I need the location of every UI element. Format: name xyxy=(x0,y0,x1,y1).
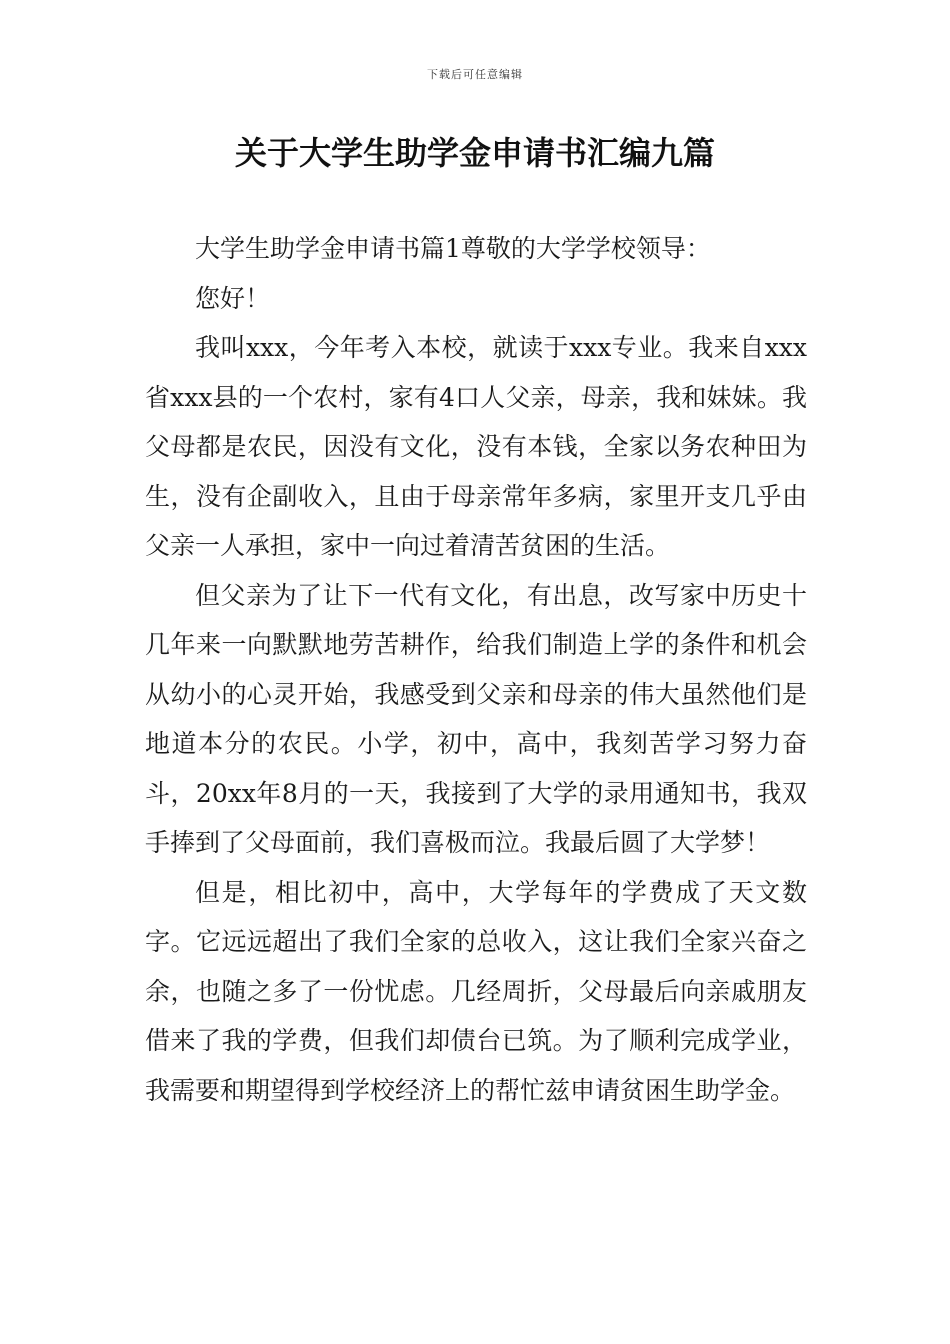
paragraph-salutation: 大学生助学金申请书篇1尊敬的大学学校领导： xyxy=(195,234,711,263)
paragraph-introduction: 我叫xxx，今年考入本校，就读于xxx专业。我来自xxx省xxx县的一个农村，家有4口人父亲，母亲，我和妹妹。我父母都是农民，因没有文化，没有本钱，全家以务农种田为生，没有企副收入，且由于母亲常年多病，家里开支几乎由父亲一人承担，家中一向过着清苦贫困的生活。 xyxy=(145,333,807,560)
page-header-note: 下载后可任意编辑 xyxy=(427,68,523,81)
paragraph-financial-need: 但是，相比初中，高中，大学每年的学费成了天文数字。它远远超出了我们全家的总收入，这让我们全家兴奋之余，也随之多了一份忧虑。几经周折，父母最后向亲戚朋友借来了我的学费，但我们却债台已筑。为了顺利完成学业，我需要和期望得到学校经济上的帮忙兹申请贫困生助学金。 xyxy=(145,877,807,1105)
document-body xyxy=(145,224,807,1115)
paragraph-greeting: 您好！ xyxy=(195,283,271,313)
document-title: 关于大学生助学金申请书汇编九篇 xyxy=(234,134,715,172)
paragraph-family-background: 但父亲为了让下一代有文化，有出息，改写家中历史十几年来一向默默地劳苦耕作，给我们制造上学的条件和机会从幼小的心灵开始，我感受到父亲和母亲的伟大虽然他们是地道本分的农民。小学，初中，高中，我刻苦学习努力奋斗，20xx年8月的一天，我接到了大学的录用通知书，我双手捧到了父母面前，我们喜极而泣。我最后圆了大学梦！ xyxy=(145,580,807,857)
